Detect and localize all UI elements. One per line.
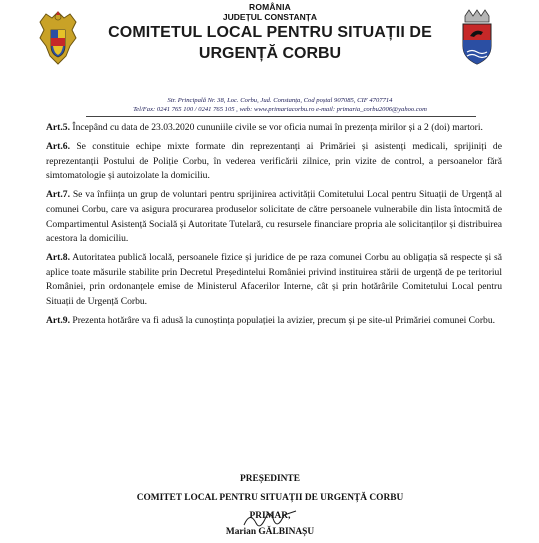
article-7: Art.7. Se va înființa un grup de voluntari pentru sprijinirea activității Comitetului Local pentru Situații de Urgență al comunei Corbu, care va asigura procurarea produselor solicitate de către persoanele vulnerabile din lista întocmită de Compartimentul Asistență Socială și Autoritate Tutelară, cu resursele financiare propria ale solicitanților și distribuirea acestora la domiciliu. [46, 189, 502, 245]
article-8: Art.8. Autoritatea publică locală, persoanele fizice și juridice de pe raza comunei Corbu au obligația să respecte și să aplice toate măsurile stabilite prin Decretul Președintelui României privind instituirea stării de urgență de pe teritoriul României, prin ordonanțele emise de Ministerul Afacerilor Interne, cât și prin hotărârile Comitetului Local pentru Situații de Urgență Corbu. [46, 252, 502, 308]
contact-line: Tel/Fax: 0241 765 100 / 0241 765 105 , web: www.primariacorbu.ro e-mail: primaria_corbu2006@yahoo.com [133, 106, 427, 113]
signatory-role: PREȘEDINTE [240, 474, 300, 484]
corbu-coat-of-arms-icon [455, 8, 499, 68]
romania-coat-of-arms-icon [36, 8, 80, 68]
signatory-title: PRIMAR, [249, 511, 291, 521]
article-9: Art.9. Prezenta hotărâre va fi adusă la cunoștința populației la avizier, precum și pe site-ul Primăriei comunei Corbu. [46, 315, 496, 327]
institution-title-line1: COMITETUL LOCAL PENTRU SITUAȚII DE [108, 24, 432, 41]
signatory-name: Marian GĂLBINAȘU [225, 527, 315, 537]
article-6: Art.6. Se constituie echipe mixte formate din reprezentanți ai Primăriei și asistenți medicali, sprijiniți de reprezentanții Postului de Poliție Corbu, în vederea verificării zilnice, prin vizite de control, a persoanelor fără simtomatologie și autoizolate la domiciliu. [46, 141, 502, 182]
document-body [46, 121, 502, 333]
article-5: Art.5. Începând cu data de 23.03.2020 cununiile civile se vor oficia numai în prezența mirilor și a 2 (doi) martori. [46, 122, 483, 133]
institution-title-line2: URGENȚĂ CORBU [198, 45, 342, 62]
signatory-committee: COMITET LOCAL PENTRU SITUAȚII DE URGENȚĂ CORBU [136, 493, 404, 503]
header-divider [86, 116, 476, 117]
address-line: Str. Principală Nr. 38, Loc. Corbu, Jud. Constanța, Cod poștal 907085, CIF 4707714 [167, 97, 393, 104]
county-name: JUDEȚUL CONSTANȚA [222, 12, 318, 22]
country-name: ROMÂNIA [248, 2, 291, 12]
